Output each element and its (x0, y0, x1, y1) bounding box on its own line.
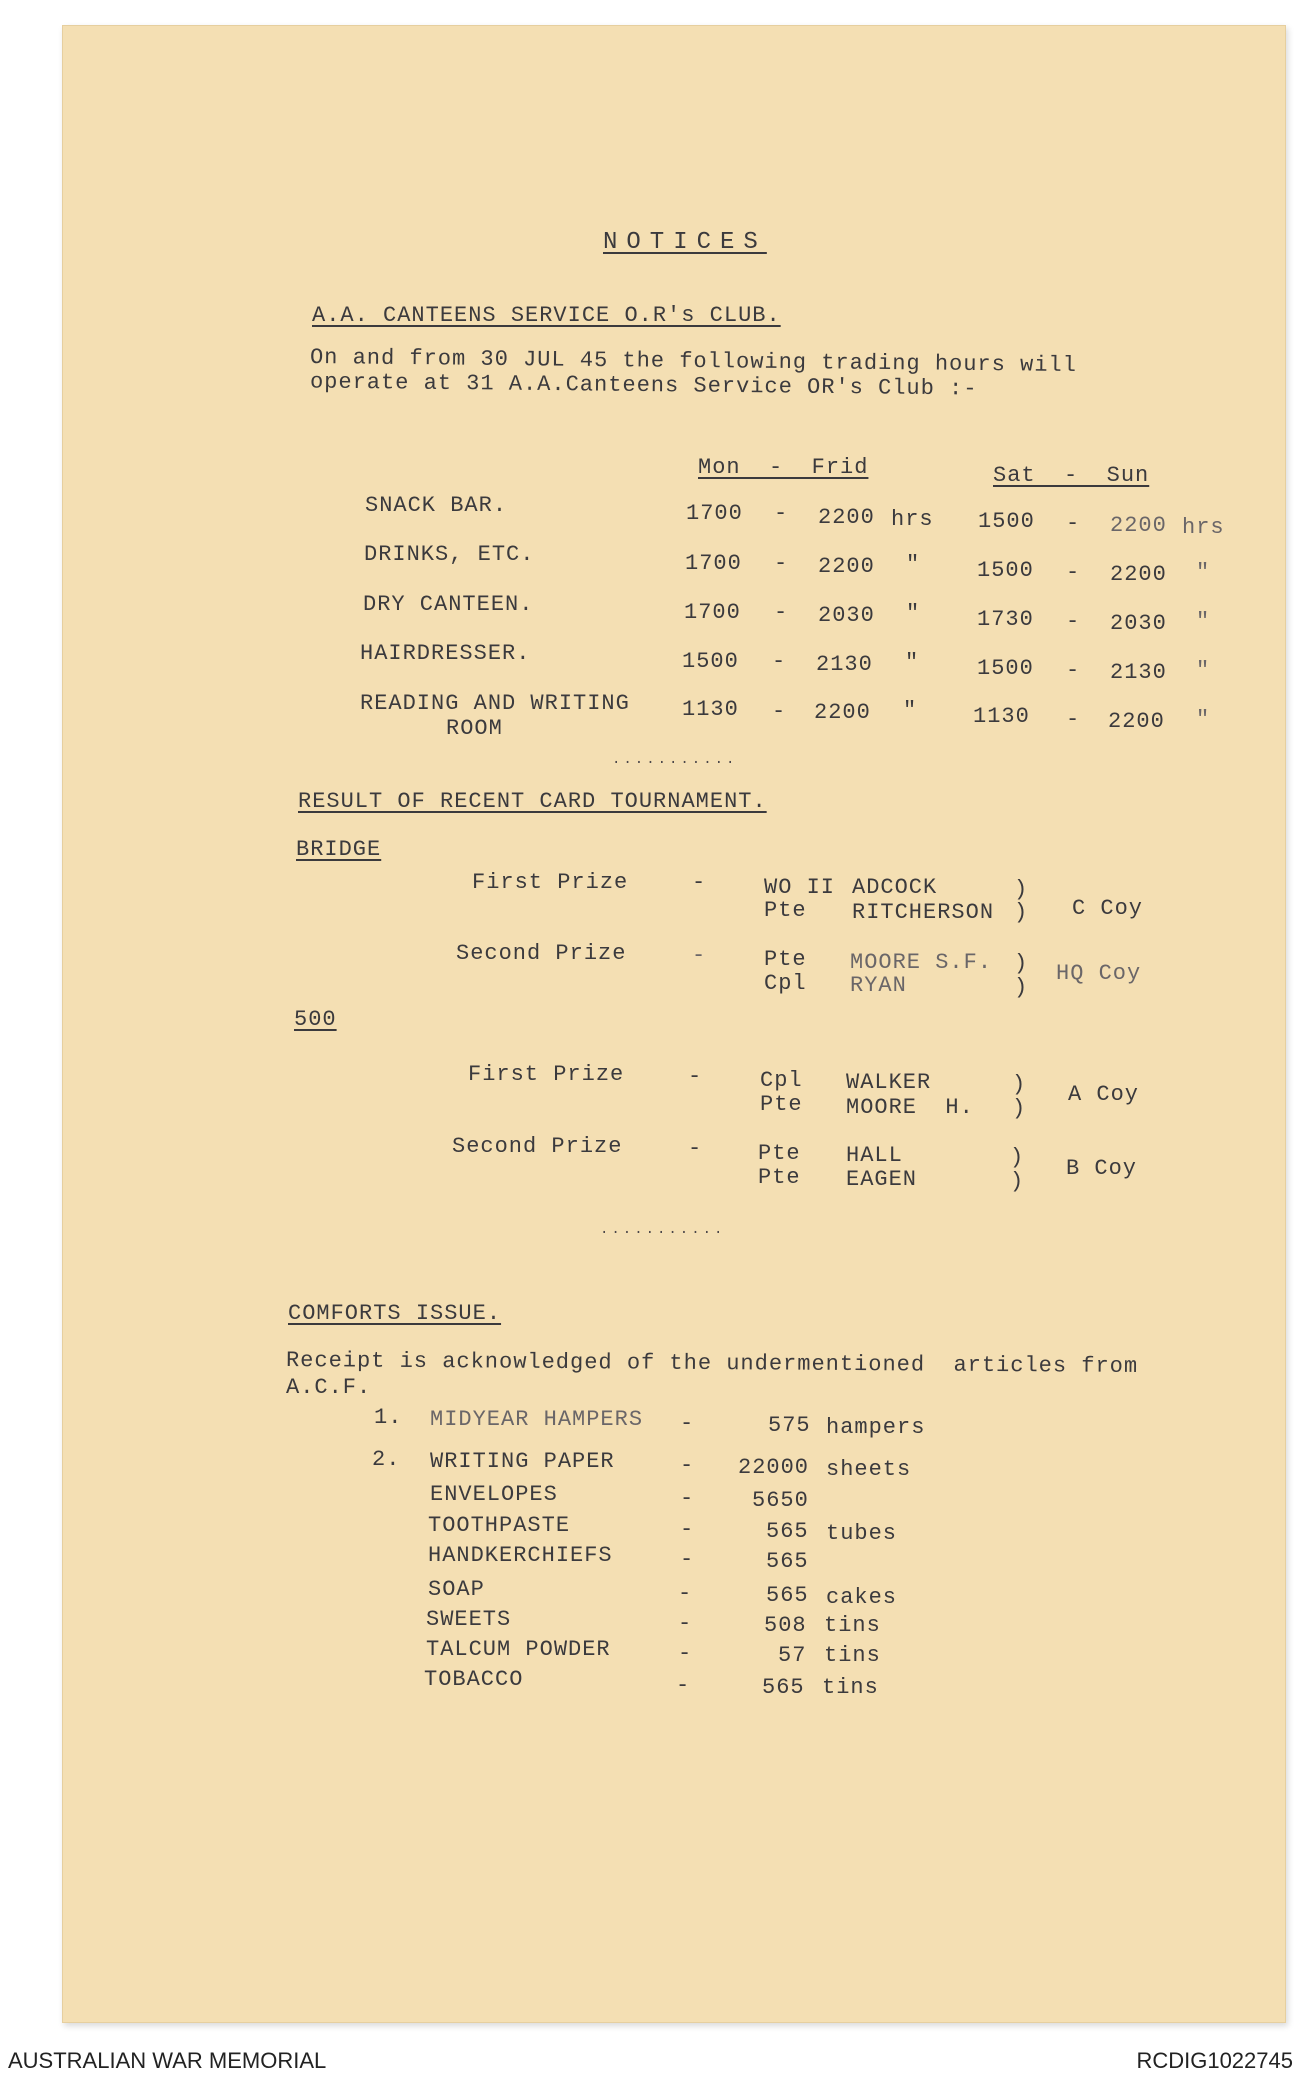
winner-name-2: RYAN (850, 973, 907, 998)
bracket: ) (1014, 975, 1029, 1000)
canteen-intro-line1: On and from 30 JUL 45 the following trading hours will (309, 344, 1078, 379)
bracket: ) (1014, 951, 1029, 976)
item-unit: tins (824, 1613, 881, 1638)
prize-label: Second Prize (456, 941, 627, 966)
weekend-close: 2200 (1110, 513, 1167, 538)
prize-label: Second Prize (452, 1134, 623, 1159)
item-quantity: 57 (778, 1643, 807, 1668)
item-name: TOBACCO (424, 1667, 524, 1692)
weekend-unit: hrs (1182, 515, 1225, 540)
item-name: MIDYEAR HAMPERS (430, 1407, 644, 1432)
item-quantity: 508 (764, 1613, 807, 1638)
winner-name-1: WALKER (846, 1070, 932, 1095)
item-name: WRITING PAPER (430, 1449, 615, 1474)
winner-name-2: RITCHERSON (852, 900, 995, 925)
weekend-open: 1500 (977, 558, 1034, 583)
item-unit: tins (822, 1675, 879, 1700)
weekday-unit: " (906, 601, 921, 626)
weekend-close: 2130 (1110, 660, 1167, 685)
facility-name: SNACK BAR. (365, 493, 508, 518)
winner-rank-2: Pte (758, 1165, 801, 1190)
weekday-unit: hrs (891, 507, 934, 532)
dash: - (678, 1641, 693, 1666)
winner-name-2: EAGEN (846, 1167, 918, 1192)
weekend-unit: " (1196, 609, 1211, 634)
dash: - (774, 501, 789, 526)
weekday-unit: " (903, 698, 918, 723)
dash: - (688, 1136, 703, 1161)
weekday-open: 1500 (682, 649, 739, 674)
item-unit: sheets (826, 1457, 912, 1482)
item-number: 1. (374, 1405, 403, 1430)
facility-name: HAIRDRESSER. (360, 641, 531, 666)
bracket: ) (1014, 877, 1029, 902)
dash: - (688, 1064, 703, 1089)
weekday-unit: " (905, 650, 920, 675)
winner-rank-1: WO II (764, 875, 836, 900)
tournament-heading: RESULT OF RECENT CARD TOURNAMENT. (298, 789, 767, 814)
item-name: ENVELOPES (430, 1482, 558, 1507)
item-name: HANDKERCHIEFS (428, 1543, 613, 1568)
winner-rank-1: Cpl (760, 1068, 803, 1093)
archive-credit: AUSTRALIAN WAR MEMORIAL (8, 2048, 327, 2073)
dash: - (678, 1611, 693, 1636)
weekend-unit: " (1196, 658, 1211, 683)
dash: - (680, 1411, 695, 1436)
weekday-open: 1130 (682, 697, 739, 722)
weekday-close: 2030 (818, 603, 875, 628)
facility-name: DRY CANTEEN. (363, 592, 534, 617)
weekday-unit: " (906, 552, 921, 577)
item-name: TALCUM POWDER (426, 1637, 611, 1662)
canteen-heading: A.A. CANTEENS SERVICE O.R's CLUB. (312, 303, 781, 328)
item-quantity: 22000 (738, 1455, 810, 1480)
weekend-close: 2030 (1110, 611, 1167, 636)
dash: - (772, 699, 787, 724)
comforts-heading: COMFORTS ISSUE. (288, 1301, 502, 1326)
prize-label: First Prize (472, 870, 629, 895)
bracket: ) (1014, 900, 1029, 925)
winner-rank-2: Pte (764, 898, 807, 923)
item-name: SWEETS (426, 1607, 512, 1632)
winner-rank-2: Cpl (764, 971, 807, 996)
weekend-close: 2200 (1108, 709, 1165, 734)
dash: - (1066, 511, 1081, 536)
weekday-open: 1700 (684, 600, 741, 625)
weekend-unit: " (1196, 560, 1211, 585)
comforts-intro-line1: Receipt is acknowledged of the undermentioned articles from (285, 1348, 1139, 1379)
dash: - (680, 1486, 695, 1511)
weekday-close: 2130 (816, 652, 873, 677)
winner-name-1: HALL (846, 1143, 903, 1168)
winner-rank-2: Pte (760, 1092, 803, 1117)
dash: - (774, 551, 789, 576)
winner-name-1: MOORE S.F. (850, 950, 993, 975)
archive-id: RCDIG1022745 (1136, 2048, 1293, 2073)
prize-label: First Prize (468, 1062, 625, 1087)
item-quantity: 565 (766, 1549, 809, 1574)
dash: - (692, 870, 707, 895)
bridge-label: BRIDGE (296, 837, 382, 862)
winner-name-1: ADCOCK (852, 875, 938, 900)
page-title: NOTICES (603, 229, 767, 256)
dash: - (678, 1581, 693, 1606)
column-header-weekday: Mon - Frid (698, 455, 869, 480)
weekend-open: 1730 (977, 607, 1034, 632)
item-name: TOOTHPASTE (428, 1513, 571, 1538)
dash: - (676, 1673, 691, 1698)
winner-rank-1: Pte (764, 947, 807, 972)
facility-name-line2: ROOM (446, 716, 503, 741)
weekend-open: 1500 (978, 509, 1035, 534)
weekday-close: 2200 (818, 505, 875, 530)
bracket: ) (1010, 1169, 1025, 1194)
company-label: C Coy (1072, 896, 1144, 921)
company-label: B Coy (1066, 1156, 1138, 1181)
weekend-open: 1130 (973, 704, 1030, 729)
dash: - (680, 1547, 695, 1572)
dash: - (1066, 658, 1081, 683)
dash: - (1066, 707, 1081, 732)
weekend-unit: " (1196, 707, 1211, 732)
weekend-open: 1500 (977, 656, 1034, 681)
winner-name-2: MOORE H. (846, 1095, 974, 1120)
section-separator: ........... (600, 1222, 726, 1238)
company-label: HQ Coy (1056, 961, 1142, 986)
item-unit: cakes (826, 1585, 898, 1610)
dash: - (680, 1517, 695, 1542)
item-quantity: 565 (766, 1583, 809, 1608)
facility-name: READING AND WRITING (360, 691, 630, 716)
weekday-close: 2200 (814, 700, 871, 725)
dash: - (692, 943, 707, 968)
item-unit: hampers (826, 1415, 926, 1440)
weekday-open: 1700 (685, 551, 742, 576)
item-quantity: 565 (762, 1675, 805, 1700)
item-quantity: 5650 (752, 1488, 809, 1513)
dash: - (680, 1453, 695, 1478)
canteen-intro-line2: operate at 31 A.A.Canteens Service OR's Club :- (309, 369, 978, 402)
weekend-close: 2200 (1110, 562, 1167, 587)
bracket: ) (1012, 1072, 1027, 1097)
column-header-weekend: Sat - Sun (993, 463, 1150, 488)
weekday-open: 1700 (686, 501, 743, 526)
item-quantity: 565 (766, 1519, 809, 1544)
five-hundred-label: 500 (294, 1007, 337, 1032)
comforts-intro-line2: A.C.F. (286, 1375, 372, 1400)
dash: - (1066, 609, 1081, 634)
company-label: A Coy (1068, 1082, 1140, 1107)
item-name: SOAP (428, 1577, 485, 1602)
weekday-close: 2200 (818, 554, 875, 579)
facility-name: DRINKS, ETC. (364, 542, 535, 567)
bracket: ) (1010, 1145, 1025, 1170)
dash: - (772, 649, 787, 674)
winner-rank-1: Pte (758, 1141, 801, 1166)
item-number: 2. (372, 1447, 401, 1472)
item-quantity: 575 (768, 1413, 811, 1438)
item-unit: tins (824, 1643, 881, 1668)
bracket: ) (1012, 1096, 1027, 1121)
dash: - (1066, 560, 1081, 585)
section-separator: ........... (612, 752, 738, 768)
item-unit: tubes (826, 1521, 898, 1546)
dash: - (774, 600, 789, 625)
